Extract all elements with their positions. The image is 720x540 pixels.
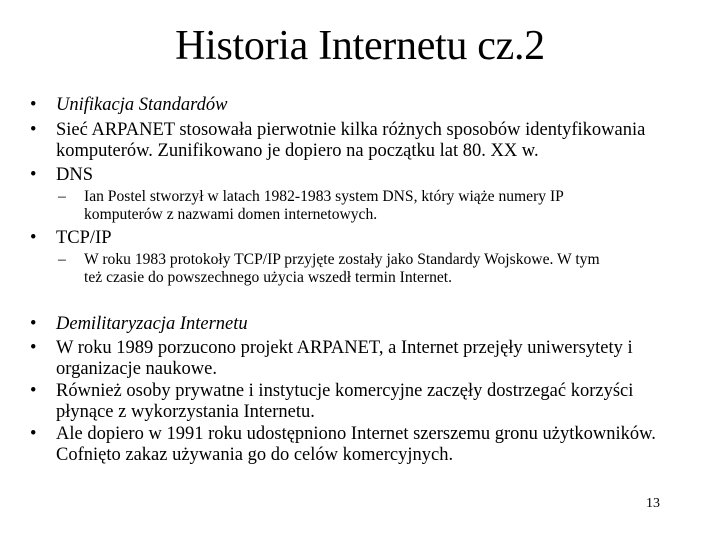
bullet-icon: • xyxy=(30,424,37,444)
bullet-icon: • xyxy=(30,165,37,185)
dash-icon: – xyxy=(58,188,66,205)
bullet-text: Unifikacja Standardów xyxy=(56,95,228,115)
slide-title: Historia Internetu cz.2 xyxy=(175,23,545,69)
page-number: 13 xyxy=(646,496,660,511)
bullet-icon: • xyxy=(30,95,37,115)
bullet-text-line-2: komputerów. Zunifikowano je dopiero na początku lat 80. XX w. xyxy=(56,141,539,161)
bullet-text: DNS xyxy=(56,165,94,185)
bullet-text-line-2: organizacje naukowe. xyxy=(56,359,217,379)
bullet-text-line-1: Sieć ARPANET stosowała pierwotnie kilka różnych sposobów identyfikowania xyxy=(56,120,646,140)
bullet-icon: • xyxy=(30,381,37,401)
sub-text-line-2: też czasie do powszechnego użycia wszedł termin Internet. xyxy=(84,269,453,286)
bullet-text-line-1: W roku 1989 porzucono projekt ARPANET, a Internet przejęły uniwersytety i xyxy=(56,338,633,358)
sub-text-line-1: Ian Postel stworzył w latach 1982-1983 system DNS, który wiąże numery IP xyxy=(84,188,564,205)
sub-text-line-2: komputerów z nazwami domen internetowych. xyxy=(84,206,378,223)
bullet-text-line-1: Ale dopiero w 1991 roku udostępniono Internet szerszemu gronu użytkowników. xyxy=(56,424,656,444)
sub-text-line-1: W roku 1983 protokoły TCP/IP przyjęte zostały jako Standardy Wojskowe. W tym xyxy=(84,251,600,268)
bullet-icon: • xyxy=(30,228,37,248)
bullet-text: Demilitaryzacja Internetu xyxy=(56,314,248,334)
dash-icon: – xyxy=(58,251,66,268)
bullet-icon: • xyxy=(30,314,37,334)
bullet-icon: • xyxy=(30,120,37,140)
bullet-text-line-1: Również osoby prywatne i instytucje komercyjne zaczęły dostrzegać korzyści xyxy=(56,381,634,401)
bullet-text-line-2: Cofnięto zakaz używania go do celów komercyjnych. xyxy=(56,445,454,465)
bullet-icon: • xyxy=(30,338,37,358)
bullet-text-line-2: płynące z wykorzystania Internetu. xyxy=(56,402,315,422)
bullet-text: TCP/IP xyxy=(56,228,112,248)
